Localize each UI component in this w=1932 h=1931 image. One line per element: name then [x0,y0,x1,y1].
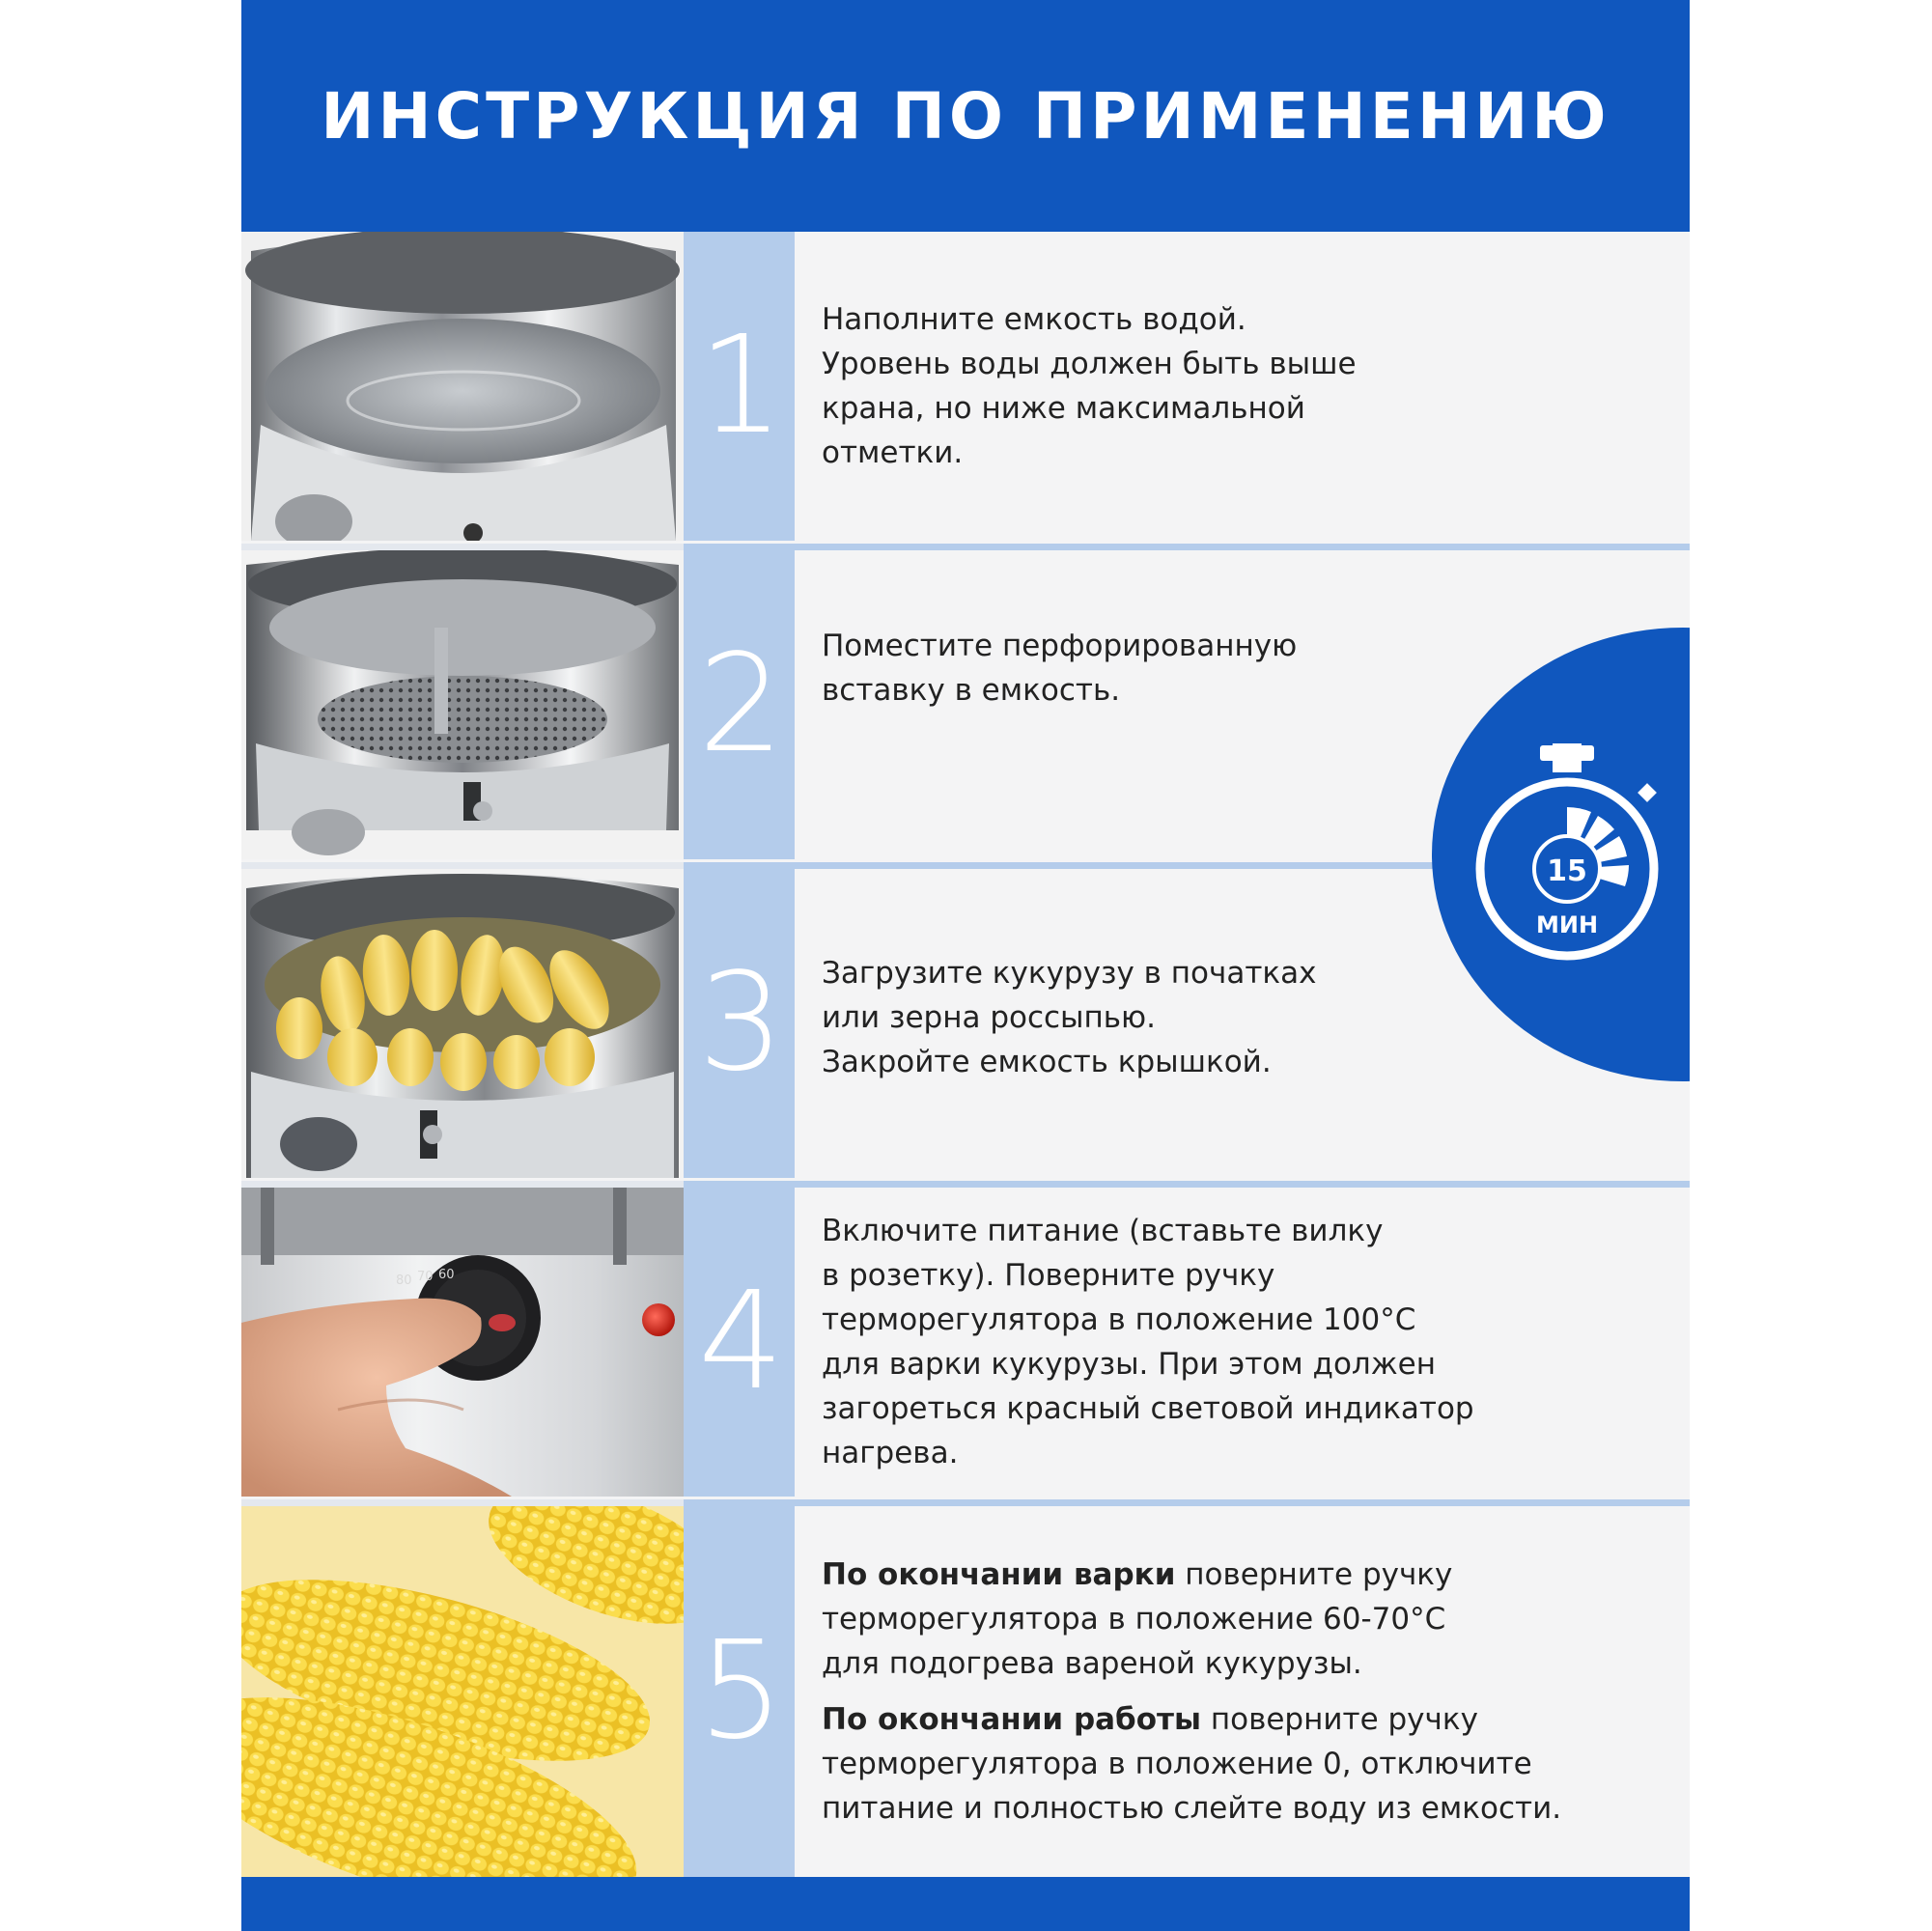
step-3-number-band [684,869,795,1178]
photo-divider [241,1499,684,1506]
step-5-number-band [684,1506,795,1877]
instruction-paragraph [822,1697,1661,1831]
row-divider [684,544,1690,550]
instruction-card [241,0,1690,1931]
photo-divider [241,862,684,869]
step-number: 5 [697,1612,781,1770]
step-number: 2 [697,626,781,783]
step-2-photo [241,550,684,859]
timer-value: 15 [1547,854,1587,888]
timer-badge [1393,628,1690,1081]
step-3-photo [241,869,684,1178]
instruction-text: Наполните емкость водой. Уровень воды должен быть выше крана, но ниже максимальной отметки. [822,302,1357,470]
step-1-photo [241,232,684,541]
step-1-number-band [684,232,795,541]
step-4-instruction [822,1209,1661,1475]
instruction-text: поверните ручку терморегулятора в положение 60-70°С для подогрева вареной кукурузы. [822,1557,1453,1681]
instruction-bold-lead: По окончании работы [822,1702,1201,1737]
instruction-paragraph [822,1553,1661,1686]
step-4-photo [241,1188,684,1497]
photo-divider [241,1181,684,1188]
step-5-photo [241,1506,684,1877]
step-1-instruction [822,297,1661,475]
photo-divider [241,544,684,550]
dial-mark: 60 [438,1268,455,1282]
step-row-5 [241,1506,1690,1877]
step-2-number-band [684,550,795,859]
dial-mark: 80 [396,1273,412,1288]
step-number: 4 [697,1263,781,1420]
instruction-bold-lead: По окончании варки [822,1557,1176,1592]
step-5-instruction [822,1553,1661,1831]
step-number: 3 [697,944,781,1102]
step-5-text-panel [795,1506,1690,1877]
dial-mark: 70 [417,1270,434,1284]
step-4-text-panel [795,1188,1690,1497]
instruction-text: Загрузите кукурузу в початках или зерна россыпью. Закройте емкость крышкой. [822,955,1317,1079]
instruction-paragraph [822,1209,1661,1475]
instruction-text: поверните ручку терморегулятора в положение 0, отключите питание и полностью слейте воду из емкости. [822,1702,1562,1826]
step-row-4 [241,1188,1690,1497]
step-4-number-band [684,1188,795,1497]
footer-bar [241,1877,1690,1931]
step-row-1 [241,232,1690,541]
row-divider [684,1181,1690,1188]
instruction-text: Поместите перфорированную вставку в емкость. [822,628,1298,708]
page-title: ИНСТРУКЦИЯ ПО ПРИМЕНЕНИЮ [321,78,1610,154]
instruction-paragraph [822,297,1661,475]
step-1-text-panel [795,232,1690,541]
instruction-text: Включите питание (вставьте вилку в розетку). Поверните ручку терморегулятора в положение 100°С для варки кукурузы. При этом должен загореться красный световой индикатор нагрева. [822,1214,1474,1470]
step-number: 1 [697,307,781,464]
row-divider [684,1499,1690,1506]
header-banner [241,0,1690,232]
timer-unit: МИН [1535,911,1599,938]
